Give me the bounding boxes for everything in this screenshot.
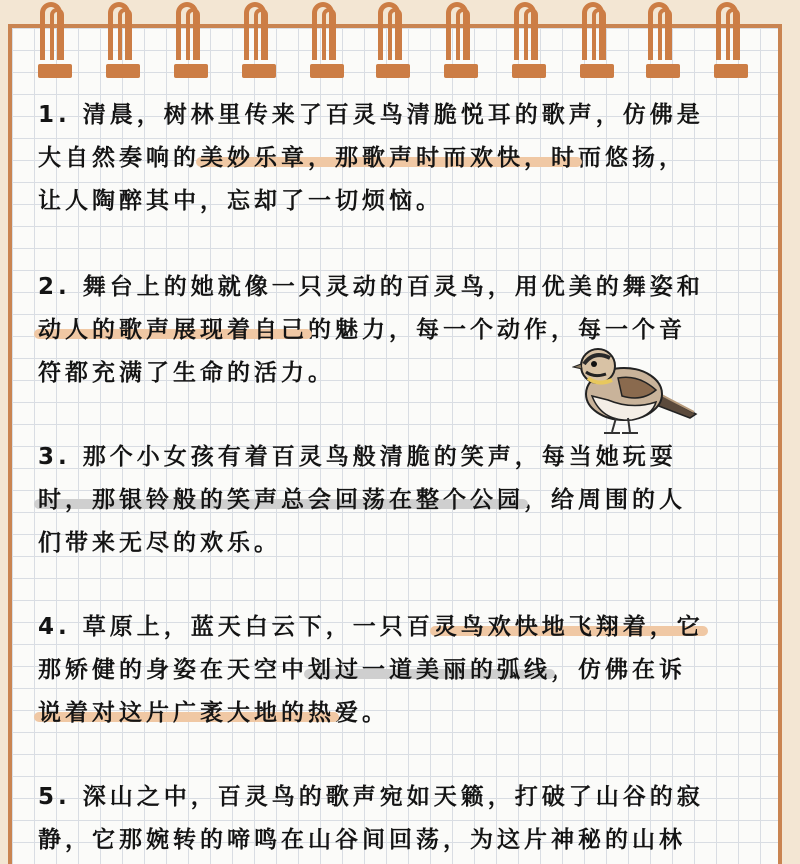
text-line	[38, 692, 758, 735]
text-line	[38, 522, 758, 565]
highlighted-text: 说着对这片广袤大地的热	[38, 700, 335, 726]
line-text: 静，它那婉转的啼鸣在山谷间回荡，为这片神秘的山林	[38, 827, 686, 853]
sentence-paragraph	[38, 776, 758, 862]
binding-ring	[714, 2, 746, 78]
text-line	[38, 352, 758, 395]
line-text: 的魅力，每一个动作，每一个音	[308, 317, 686, 343]
text-line	[38, 180, 758, 223]
text-line	[38, 649, 758, 692]
text-line	[38, 309, 758, 352]
text-line	[38, 266, 758, 309]
line-text: 那矫健的身姿在天空中	[38, 657, 308, 683]
binding-ring	[646, 2, 678, 78]
binding-ring	[38, 2, 70, 78]
highlighted-text: 划过一道美丽的弧线	[308, 657, 551, 683]
line-text: 2. 舞台上的她就像一只灵动的百灵鸟，用优美的舞姿和	[38, 274, 704, 300]
line-text: 而悠扬，	[578, 145, 686, 171]
binding-ring	[444, 2, 476, 78]
binding-ring	[174, 2, 206, 78]
line-text: 3. 那个小女孩有着百灵鸟般清脆的笑声，每当她玩耍	[38, 444, 677, 470]
line-text: 5. 深山之中，百灵鸟的歌声宛如天籁，打破了山谷的寂	[38, 784, 704, 810]
sentence-paragraph	[38, 266, 758, 395]
line-text: ，给周围的人	[524, 487, 686, 513]
highlighted-text: 时，那银铃般的笑声总会回荡在整个公园	[38, 487, 524, 513]
line-text: ，仿佛在诉	[551, 657, 686, 683]
line-text: 让人陶醉其中，忘却了一切烦恼。	[38, 188, 443, 214]
line-text: 爱。	[335, 700, 389, 726]
text-line	[38, 137, 758, 180]
line-text: 大自然奏响的	[38, 145, 200, 171]
highlighted-text: 动人的歌声展现着自己	[38, 317, 308, 343]
sentence-paragraph	[38, 94, 758, 223]
binding-ring	[106, 2, 138, 78]
line-text: 符都充满了生命的活力。	[38, 360, 335, 386]
binding-ring	[580, 2, 612, 78]
binding-ring	[376, 2, 408, 78]
binding-ring	[512, 2, 544, 78]
text-line	[38, 819, 758, 862]
text-line	[38, 606, 758, 649]
line-text: 1. 清晨，树林里传来了百灵鸟清脆悦耳的歌声，仿佛是	[38, 102, 704, 128]
text-line	[38, 479, 758, 522]
sentence-paragraph	[38, 606, 758, 735]
line-text: 们带来无尽的欢乐。	[38, 530, 281, 556]
binding-ring	[242, 2, 274, 78]
highlighted-text: 灵鸟欢快地飞翔着，它	[433, 614, 704, 640]
text-line	[38, 94, 758, 137]
highlighted-text: 美妙乐章，那歌声时而欢快，时	[200, 145, 578, 171]
text-line	[38, 776, 758, 819]
sentence-paragraph	[38, 436, 758, 565]
binding-ring	[310, 2, 342, 78]
text-line	[38, 436, 758, 479]
spiral-binding	[0, 0, 800, 80]
line-text: 4. 草原上，蓝天白云下，一只百	[38, 614, 434, 640]
